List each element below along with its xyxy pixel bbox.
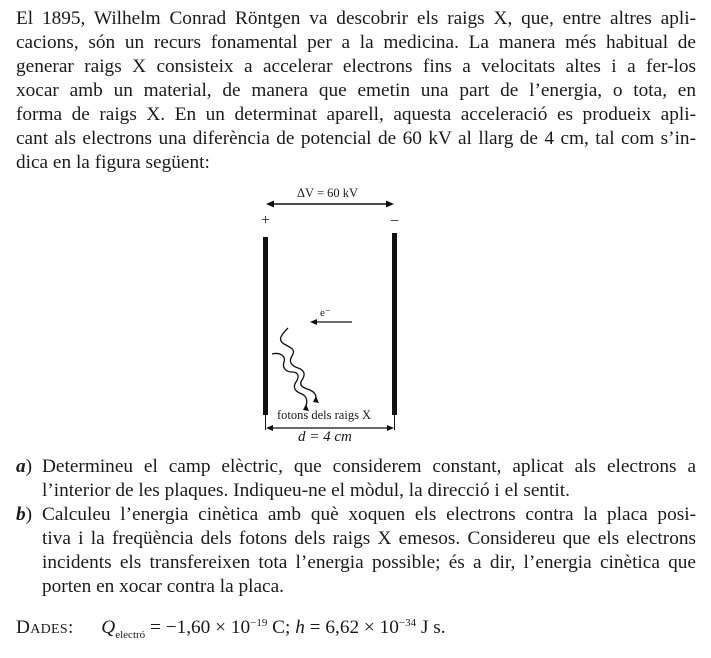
charge-value: = −1,60 × 10 xyxy=(150,617,251,638)
charge-unit: C; xyxy=(272,617,291,638)
question-line: porten en xocar contra la placa. xyxy=(42,576,284,597)
photons-label: fotons dels raigs X xyxy=(277,408,372,422)
distance-label: d = 4 cm xyxy=(298,429,352,445)
intro-line: cant als electrons una diferència de potencial de 60 kV al llarg de 4 cm, tal com s’in- xyxy=(16,128,696,149)
data-heading: Dades: xyxy=(16,617,74,638)
intro-line: xocar amb un material, de manera que emetin una part de l’energia, o tota, en xyxy=(16,80,696,101)
positive-plate xyxy=(263,237,268,415)
question-line: incidents els transfereixen tota l’energia possible; és a dir, l’energia cinètica que xyxy=(42,552,696,573)
question-a-letter: a xyxy=(16,456,26,477)
intro-line: El 1895, Wilhelm Conrad Röntgen va descobrir els raigs X, que, entre altres apli- xyxy=(16,8,696,29)
charge-symbol: Q xyxy=(101,617,116,638)
question-a-text xyxy=(42,455,696,503)
intro-line: cacions, són un recurs fonamental per a la medicina. La manera més habitual de xyxy=(16,32,696,53)
plus-sign: + xyxy=(261,212,271,229)
distance-arrow-left-head xyxy=(266,425,273,431)
intro-line: generar raigs X consisteix a accelerar electrons fins a velocitats altes i a fer-los xyxy=(16,56,696,77)
photon-wave-1-head xyxy=(313,396,319,403)
data-line xyxy=(16,611,446,647)
planck-value: = 6,62 × 10 xyxy=(309,617,399,638)
planck-symbol: h xyxy=(295,617,305,638)
question-line: tiva i la freqüència dels fotons dels raigs X emesos. Considereu que els electrons xyxy=(42,528,696,549)
charge-exponent: −19 xyxy=(250,617,268,629)
minus-sign: − xyxy=(390,213,400,230)
question-a-label: a) xyxy=(16,456,33,477)
capacitor-figure xyxy=(240,180,420,450)
planck-exponent: −34 xyxy=(398,617,417,629)
intro-line: dica en la figura següent: xyxy=(16,152,210,173)
question-b-letter: b xyxy=(16,504,26,525)
intro-paragraph xyxy=(16,7,696,175)
negative-plate xyxy=(392,233,397,415)
potential-label: ΔV = 60 kV xyxy=(297,186,359,200)
intro-line: forma de raigs X. En un determinat aparell, aquesta acceleració es produeix apli- xyxy=(16,104,696,125)
question-line: l’interior de les plaques. Indiqueu-ne el mòdul, la direcció i el sentit. xyxy=(42,480,570,501)
photon-wave-1 xyxy=(281,328,316,398)
potential-arrow-right-head xyxy=(386,201,394,208)
potential-arrow-left-head xyxy=(266,201,274,208)
question-b-text xyxy=(42,503,696,599)
electron-arrow-head xyxy=(310,319,317,325)
question-line: Calculeu l’energia cinètica amb què xoquen els electrons contra la placa posi- xyxy=(42,504,696,525)
distance-arrow-right-head xyxy=(387,425,394,431)
electron-label: e⁻ xyxy=(320,307,331,319)
planck-unit: J s. xyxy=(420,617,446,638)
question-b-label: b) xyxy=(16,504,33,525)
question-line: Determineu el camp elèctric, que considerem constant, aplicat als electrons a xyxy=(42,456,696,477)
charge-subscript: electró xyxy=(115,629,146,641)
